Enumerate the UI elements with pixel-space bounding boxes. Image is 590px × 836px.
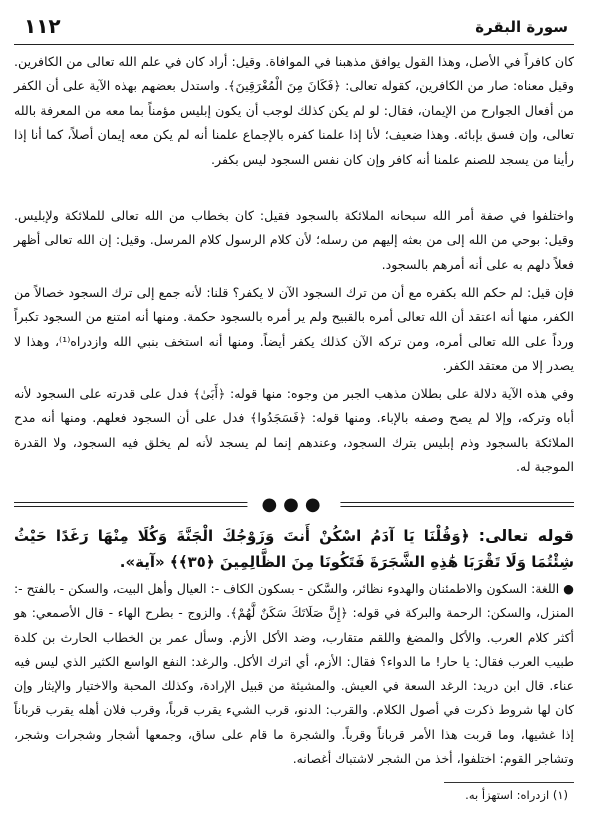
surah-title: سورة البقرة	[475, 18, 568, 36]
page-number: ١١٢	[24, 14, 61, 38]
paragraph-1: كان كافراً في الأصل، وهذا القول يوافق مذهبنا في الموافاة. وقيل: أراد كان في علم الله تعالى من الكافرين. وقيل معناه: صار من الكافرين، كقوله تعالى: ﴿فَكَانَ مِنَ الْمُغْرَقِينَ﴾. واستدل بعضهم بهذه الآية على أن الكفر من أفعال الجوارح من الإيمان، فقال: لو لم يكن كذلك لوجب أن يكون إبليس مؤمناً بما معه من المعرفة بالله تعالى، وإن فسق بإبائه. وهذا ضعيف؛ لأنا إذا علمنا كفره بالإجماع علمنا أنه لم يكن معه إيمان أصلاً، كما أنا إذا رأينا من يسجد للصنم علمنا أنه كافر وإن كان نفس السجود ليس بكفر.	[14, 54, 574, 167]
verse-block	[14, 523, 574, 575]
paragraph-2: واختلفوا في صفة أمر الله سبحانه الملائكة بالسجود فقيل: كان بخطاب من الله تعالى للملائكة ولإبليس. وقيل: بوحي من الله إلى من بعثه إليهم من رسله؛ لأن كلام الرسول كلام المرسل. وقيل: إن الله تعالى أظهر فعلاً دلهم به على أنه أمرهم بالسجود.	[14, 208, 574, 272]
divider-dots: ●●●	[247, 494, 340, 516]
paragraph-3: فإن قيل: لم حكم الله بكفره مع أن من ترك السجود الآن لا يكفر؟ قلنا: لأنه جمع إلى ترك السجود خصالاً من الكفر، منها أنه اعتقد أن الله تعالى أمره بالقبيح ولم ير أمره بالسجود حكمة. ومنها أنه امتنع من السجود تكبراً ورداً على الله تعالى أمره، ومن تركه الآن كذلك يكفر أيضاً. ومنها أنه استخف بنبي الله وازدراه⁽¹⁾، وهذا لا يصدر إلا من معتقد الكفر.	[14, 285, 574, 374]
footnote: (١) ازدراه: استهزأ به.	[465, 788, 568, 802]
verse-text: ﴿وَقُلْنَا يَا آدَمُ اسْكُنْ أَنتَ وَزَوْجُكَ الْجَنَّةَ وَكُلَا مِنْهَا رَغَدًا حَيْثُ شِئْتُمَا وَلَا تَقْرَبَا هَٰذِهِ الشَّجَرَةَ فَتَكُونَا مِنَ الظَّالِمِينَ ﴿٣٥﴾﴾ «آية».	[14, 527, 574, 571]
footnote-rule	[444, 782, 574, 783]
section-divider	[14, 494, 574, 516]
page-header	[14, 10, 574, 45]
verse-lead: قوله تعالى:	[478, 526, 574, 545]
lexicon-paragraph: ● اللغة: السكون والاطمئنان والهدوء نظائر، والسَّكن - بسكون الكاف -: العيال وأهل البيت، والسكن - بالفتح -: المنزل، والسكن: الرحمة والبركة في قوله: ﴿إِنَّ صَلَاتَكَ سَكَنٌ لَّهُمْ﴾. والزوج - بطرح الهاء - قال الأصمعي: هو أكثر كلام العرب. والأكل والمضغ واللقم متقارب، وضد الأكل الأزم. وسأل عمر بن الخطاب الحارث بن كلدة طبيب العرب فقال: يا حار! ما الدواء؟ فقال: الأزم، أي اترك الأكل. والرغد: النفع الواسع الكثير الذي ليس فيه عناء. قال ابن دريد: الرغد السعة في العيش. والمشيئة من قبيل الإرادة، وكذلك المحبة والاختيار والإيثار وإن كان لها شروط ذكرت في أصول الكلام. والقرب: الدنو، قرب الشيء يقرب قرباً، وقرب فلان أهله يقرب قرباناً إذا غشيها، وما قربت هذا الأمر قرباناً وقرباً. والشجرة ما قام على ساق، وجمعها أشجار وشجرات وشجر، وتشاجر القوم: اختلفوا، أخذ من الشجر لاشتباك أغصانه.	[14, 581, 574, 767]
paragraph-4: وفي هذه الآية دلالة على بطلان مذهب الجبر من وجوه: منها قوله: ﴿أَبَىٰ﴾ فدل على قدرته على السجود لأنه أباه وتركه، وإلا لم يصح وصفه بالإباء. ومنها قوله: ﴿فَسَجَدُوا﴾ فدل على أن السجود فعلهم. ومنها أنه مدح الملائكة بالسجود وذم إبليس بترك السجود، وعندهم إنما لم يسجد لأنه لم يخلق فيه السجود، ولا القدرة الموجبة له.	[14, 386, 574, 475]
book-page	[14, 10, 574, 828]
